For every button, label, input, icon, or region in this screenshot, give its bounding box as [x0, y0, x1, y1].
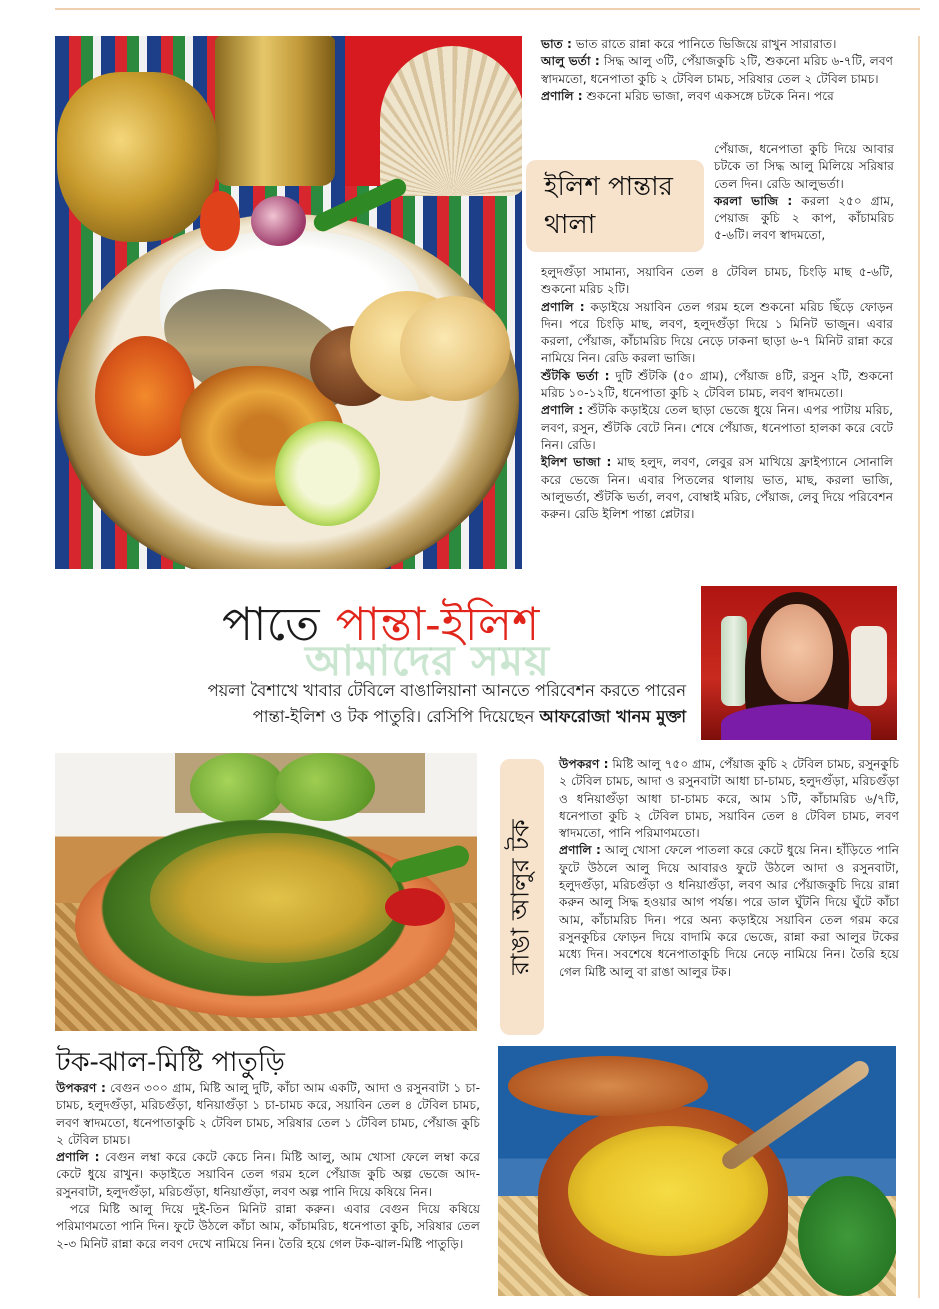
- tok-pot-photo: [498, 1046, 896, 1296]
- recipe-line: হলুদগুঁড়া সামান্য, সয়াবিন তেল ৪ টেবিল চামচ, চিংড়ি মাছ ৫-৬টি, শুকনো মরিচ ২টি।: [541, 265, 893, 297]
- thala-recipe-top: [541, 36, 893, 105]
- publication-watermark: আমাদের সময়: [305, 636, 550, 685]
- headline-part1: পাতে: [222, 597, 320, 651]
- recipe-line: আলু ভর্তা : সিদ্ধ আলু ৩টি, পেঁয়াজকুচি ২টি, শুকনো মরিচ ৬-৭টি, লবণ স্বাদমতো, ধনেপাতা কুচি ২ টেবিল চামচ, সরিষার তেল ২ টেবিল চামচ।: [541, 54, 894, 86]
- author-portrait: [701, 586, 897, 740]
- recipe-line: ইলিশ ভাজা : মাছ হলুদ, লবণ, লেবুর রস মাখিয়ে ফ্রাইপ্যানে সোনালি করে ভেজে নিন। এবার পিতলের থালায় ভাত, মাছ, করলা ভাজি, আলুভর্তা, শুঁটকি ভর্তা, লবণ, বোম্বাই মরিচ, পেঁয়াজ, লেবু দিয়ে পরিবেশন করুন। রেডি ইলিশ পান্তা প্লেটার।: [541, 455, 893, 522]
- thala-title-box: [526, 160, 704, 252]
- tok-recipe: [559, 756, 899, 981]
- author-name: আফরোজা খানম মুক্তা: [539, 707, 686, 726]
- recipe-line: প্রণালি : শুকনো মরিচ ভাজা, লবণ একসঙ্গে চটকে নিন। পরে: [541, 88, 834, 103]
- paturi-photo: [55, 753, 477, 1031]
- recipe-line: প্রণালি : বেগুন লম্বা করে কেটে কেচে নিন। মিষ্টি আলু, আম খোসা ফেলে লম্বা করে কেটে ধুয়ে রাখুন। কড়াইতে সয়াবিন তেল গরম হলে পেঁয়াজ কুচি অল্প ভেজে আদ-রসুনবাটা, হলুদগুঁড়া, মরিচগুঁড়া, ধনিয়াগুঁড়া, লবণ অল্প পানি দিয়ে কষিয়ে নিন।: [56, 1150, 481, 1199]
- ilish-panta-platter-photo: [55, 36, 522, 569]
- recipe-line: ভাত : ভাত রাতে রান্না করে পানিতে ভিজিয়ে রাখুন সারারাত।: [541, 37, 837, 51]
- thala-recipe-indent: [714, 141, 894, 245]
- top-rule: [55, 8, 920, 10]
- headline-part2: পান্তা-ইলিশ: [335, 597, 540, 651]
- recipe-line: পরে মিষ্টি আলু দিয়ে দুই-তিন মিনিট রান্না করুন। এবার বেগুন দিয়ে কষিয়ে পরিমাণমতো পানি দিন। ফুটে উঠলে কাঁচা আম, কাঁচামরিচ, ধনেপাতা কুচি, সরিষার তেল ২-৩ মিনিট রান্না করে লবণ দেখে নামিয়ে নিন। তৈরি হয়ে গেল টক-ঝাল-মিষ্টি পাতুড়ি।: [56, 1202, 480, 1251]
- recipe-line: উপকরণ : বেগুন ৩০০ গ্রাম, মিষ্টি আলু দুটি, কাঁচা আম একটি, আদা ও রসুনবাটা ১ চা-চামচ, হলুদগুঁড়া, মরিচগুঁড়া, ধনিয়াগুঁড়া ১ চা-চামচ করে, সয়াবিন তেল ৪ টেবিল চামচ, লবণ স্বাদমতো, ধনেপাতাকুচি ২ টেবিল চামচ, সরিষার তেল ১ টেবিল চামচ, পেঁয়াজ কুচি ২ টেবিল চামচ।: [56, 1081, 480, 1147]
- recipe-line: প্রণালি : শুঁটকি কড়াইয়ে তেল ছাড়া ভেজে ধুয়ে নিন। এপর পাটায় মরিচ, লবণ, রসুন, শুঁটকি বেটে নিন। শেষে পেঁয়াজ, ধনেপাতা হালকা করে বেটে নিন। রেডি।: [541, 403, 893, 452]
- recipe-line: প্রণালি : কড়াইয়ে সয়াবিন তেল গরম হলে শুকনো মরিচ ছিঁড়ে ফোড়ন দিন। পরে চিংড়ি মাছ, লবণ, হলুদগুঁড়া দিয়ে ১ মিনিট ভাজুন। এবার করলা, পেঁয়াজ, কাঁচামরিচ দিয়ে নেড়ে ঢাকনা ছাড়া ৬-৭ মিনিট রান্না করে নামিয়ে নিন। রেডি করলা ভাজি।: [541, 299, 894, 366]
- recipe-line: করলা ভাজি : করলা ২৫০ গ্রাম, পেয়াজ কুচি ২ কাপ, কাঁচামরিচ ৫-৬টি। লবণ স্বাদমতো,: [714, 193, 894, 243]
- paturi-recipe: [56, 1080, 480, 1253]
- recipe-line: পেঁয়াজ, ধনেপাতা কুচি দিয়ে আবার চটকে তা সিদ্ধ আলু মিলিয়ে সরিষার তেল দিন। রেডি আলুভর্তা।: [714, 142, 894, 191]
- intro-text: [88, 678, 686, 730]
- recipe-line: প্রণালি : আলু খোসা ফেলে পাতলা করে কেটে ধুয়ে নিন। হাঁড়িতে পানি ফুটে উঠলে আলু দিয়ে আবারও ফুটে উঠলে আদা ও রসুনবাটা, হলুদগুঁড়া, মরিচগুঁড়া ও ধনিয়াগুঁড়া, লবণ আর পেঁয়াজকুচি দিয়ে রান্না করুন আলু সিদ্ধ হওয়ার আগ পর্যন্ত। পরে ডাল ঘুঁটনি দিয়ে ঘুঁটে কাঁচা আম, কাঁচামরিচ দিন। পরে অন্য কড়াইয়ে সয়াবিন তেল গরম করে রসুনকুচির ফোড়ন দিয়ে বাদামি করে ভেজে, রান্না করা আলুর টকের মধ্যে দিন। সবশেষে ধনেপাতাকুচি দিয়ে নেড়ে নামিয়ে নিন। তৈরি হয়ে গেল মিষ্টি আলু বা রাঙা আলুর টক।: [559, 843, 899, 979]
- recipe-line: শুঁটকি ভর্তা : দুটি শুঁটকি (৫০ গ্রাম), পেঁয়াজ ৪টি, রসুন ২টি, শুকনো মরিচ ১০-১২টি, ধনেপাতা কুচি ২ টেবিল চামচ, লবণ স্বাদমতো।: [541, 368, 893, 401]
- right-rule: [918, 36, 920, 1298]
- tok-title-box: [500, 759, 544, 1035]
- tok-title: রাঙা আলুর টক: [505, 819, 535, 975]
- intro-line1: পয়লা বৈশাখে খাবার টেবিলে বাঙালিয়ানা আনতে পরিবেশন করতে পারেন: [207, 681, 686, 700]
- intro-line2: পান্তা-ইলিশ ও টক পাতুরি। রেসিপি দিয়েছেন আফরোজা খানম মুক্তা: [252, 707, 686, 726]
- paturi-title: টক-ঝাল-মিষ্টি পাতুড়ি: [56, 1047, 285, 1078]
- recipe-line: উপকরণ : মিষ্টি আলু ৭৫০ গ্রাম, পেঁয়াজ কুচি ২ টেবিল চামচ, রসুনকুচি ২ টেবিল চামচ, আদা ও রসুনবাটা আধা চা-চামচ, হলুদগুঁড়া, মরিচগুঁড়া ও ধনিয়াগুঁড়া আধা চা-চামচ করে, আম ১টি, কাঁচামরিচ ৬/৭টি, ধনেপাতা কুচি ২ টেবিল চামচ, সয়াবিন তেল ৪ টেবিল চামচ, লবণ স্বাদমতো, পানি পরিমাণমতো।: [559, 757, 899, 841]
- thala-recipe-bottom: [541, 264, 893, 523]
- thala-title: ইলিশ পান্তার থালা: [544, 172, 673, 240]
